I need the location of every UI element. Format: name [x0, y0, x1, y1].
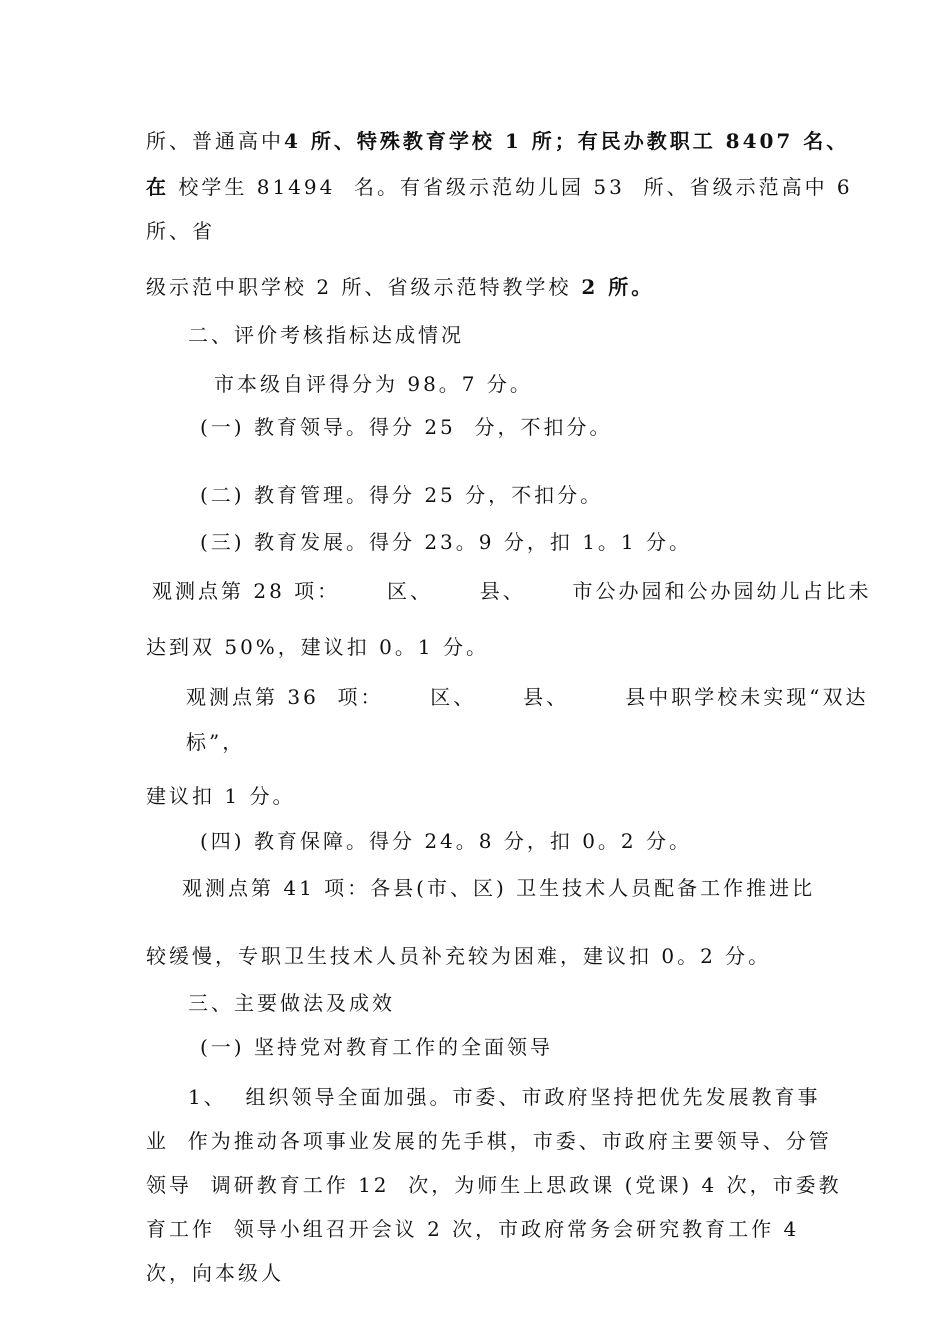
text-span-bold: 在 [146, 175, 169, 199]
text-line: 所、省 [146, 219, 215, 243]
text-line [146, 174, 853, 200]
paragraph-line: 次，向本级人 [146, 1261, 284, 1285]
paragraph-line: 业 作为推动各项事业发展的先手棋，市委、市政府主要领导、分管 [146, 1129, 832, 1153]
text-line [146, 274, 654, 300]
text-line: 标”， [186, 730, 246, 754]
section-heading: 三、主要做法及成效 [188, 991, 395, 1015]
text-line [146, 128, 849, 154]
paragraph-line: 1、 组织领导全面加强。市委、市政府坚持把优先发展教育事 [188, 1085, 821, 1109]
paragraph-line: 育工作 领导小组召开会议 2 次，市政府常务会研究教育工作 4 [146, 1217, 800, 1241]
text-line: 观测点第 36 项： 区、 县、 县中职学校未实现“双达 [186, 685, 869, 709]
sub-heading: (一) 坚持党对教育工作的全面领导 [200, 1035, 553, 1059]
text-span: 所、普通高中 [146, 129, 284, 153]
section-heading: 二、评价考核指标达成情况 [188, 323, 464, 347]
item-line: (二) 教育管理。得分 25 分，不扣分。 [200, 483, 604, 507]
text-span-bold: 4 所、特殊教育学校 1 所；有民办教职工 8407 名、 [284, 129, 850, 153]
item-line: (四) 教育保障。得分 24。8 分，扣 0。2 分。 [200, 829, 693, 853]
text-span-bold: 2 所。 [571, 275, 655, 299]
text-line: 观测点第 28 项： 区、 县、 市公办园和公办园幼儿占比未 [152, 579, 872, 603]
item-line: (一) 教育领导。得分 25 分，不扣分。 [200, 415, 613, 439]
text-line: 建议扣 1 分。 [146, 784, 296, 808]
paragraph-line: 领导 调研教育工作 12 次，为师生上思政课 (党课) 4 次，市委教 [146, 1173, 842, 1197]
text-span: 校学生 81494 名。有省级示范幼儿园 53 所、省级示范高中 6 [169, 175, 853, 199]
self-score-line: 市本级自评得分为 98。7 分。 [214, 372, 533, 396]
item-line: (三) 教育发展。得分 23。9 分，扣 1。1 分。 [200, 530, 693, 554]
text-line: 达到双 50%，建议扣 0。1 分。 [146, 635, 489, 659]
text-span: 级示范中职学校 2 所、省级示范特教学校 [146, 275, 572, 299]
text-line: 观测点第 41 项：各县(市、区) 卫生技术人员配备工作推进比 [182, 876, 816, 900]
text-line: 较缓慢，专职卫生技术人员补充较为困难，建议扣 0。2 分。 [146, 944, 772, 968]
